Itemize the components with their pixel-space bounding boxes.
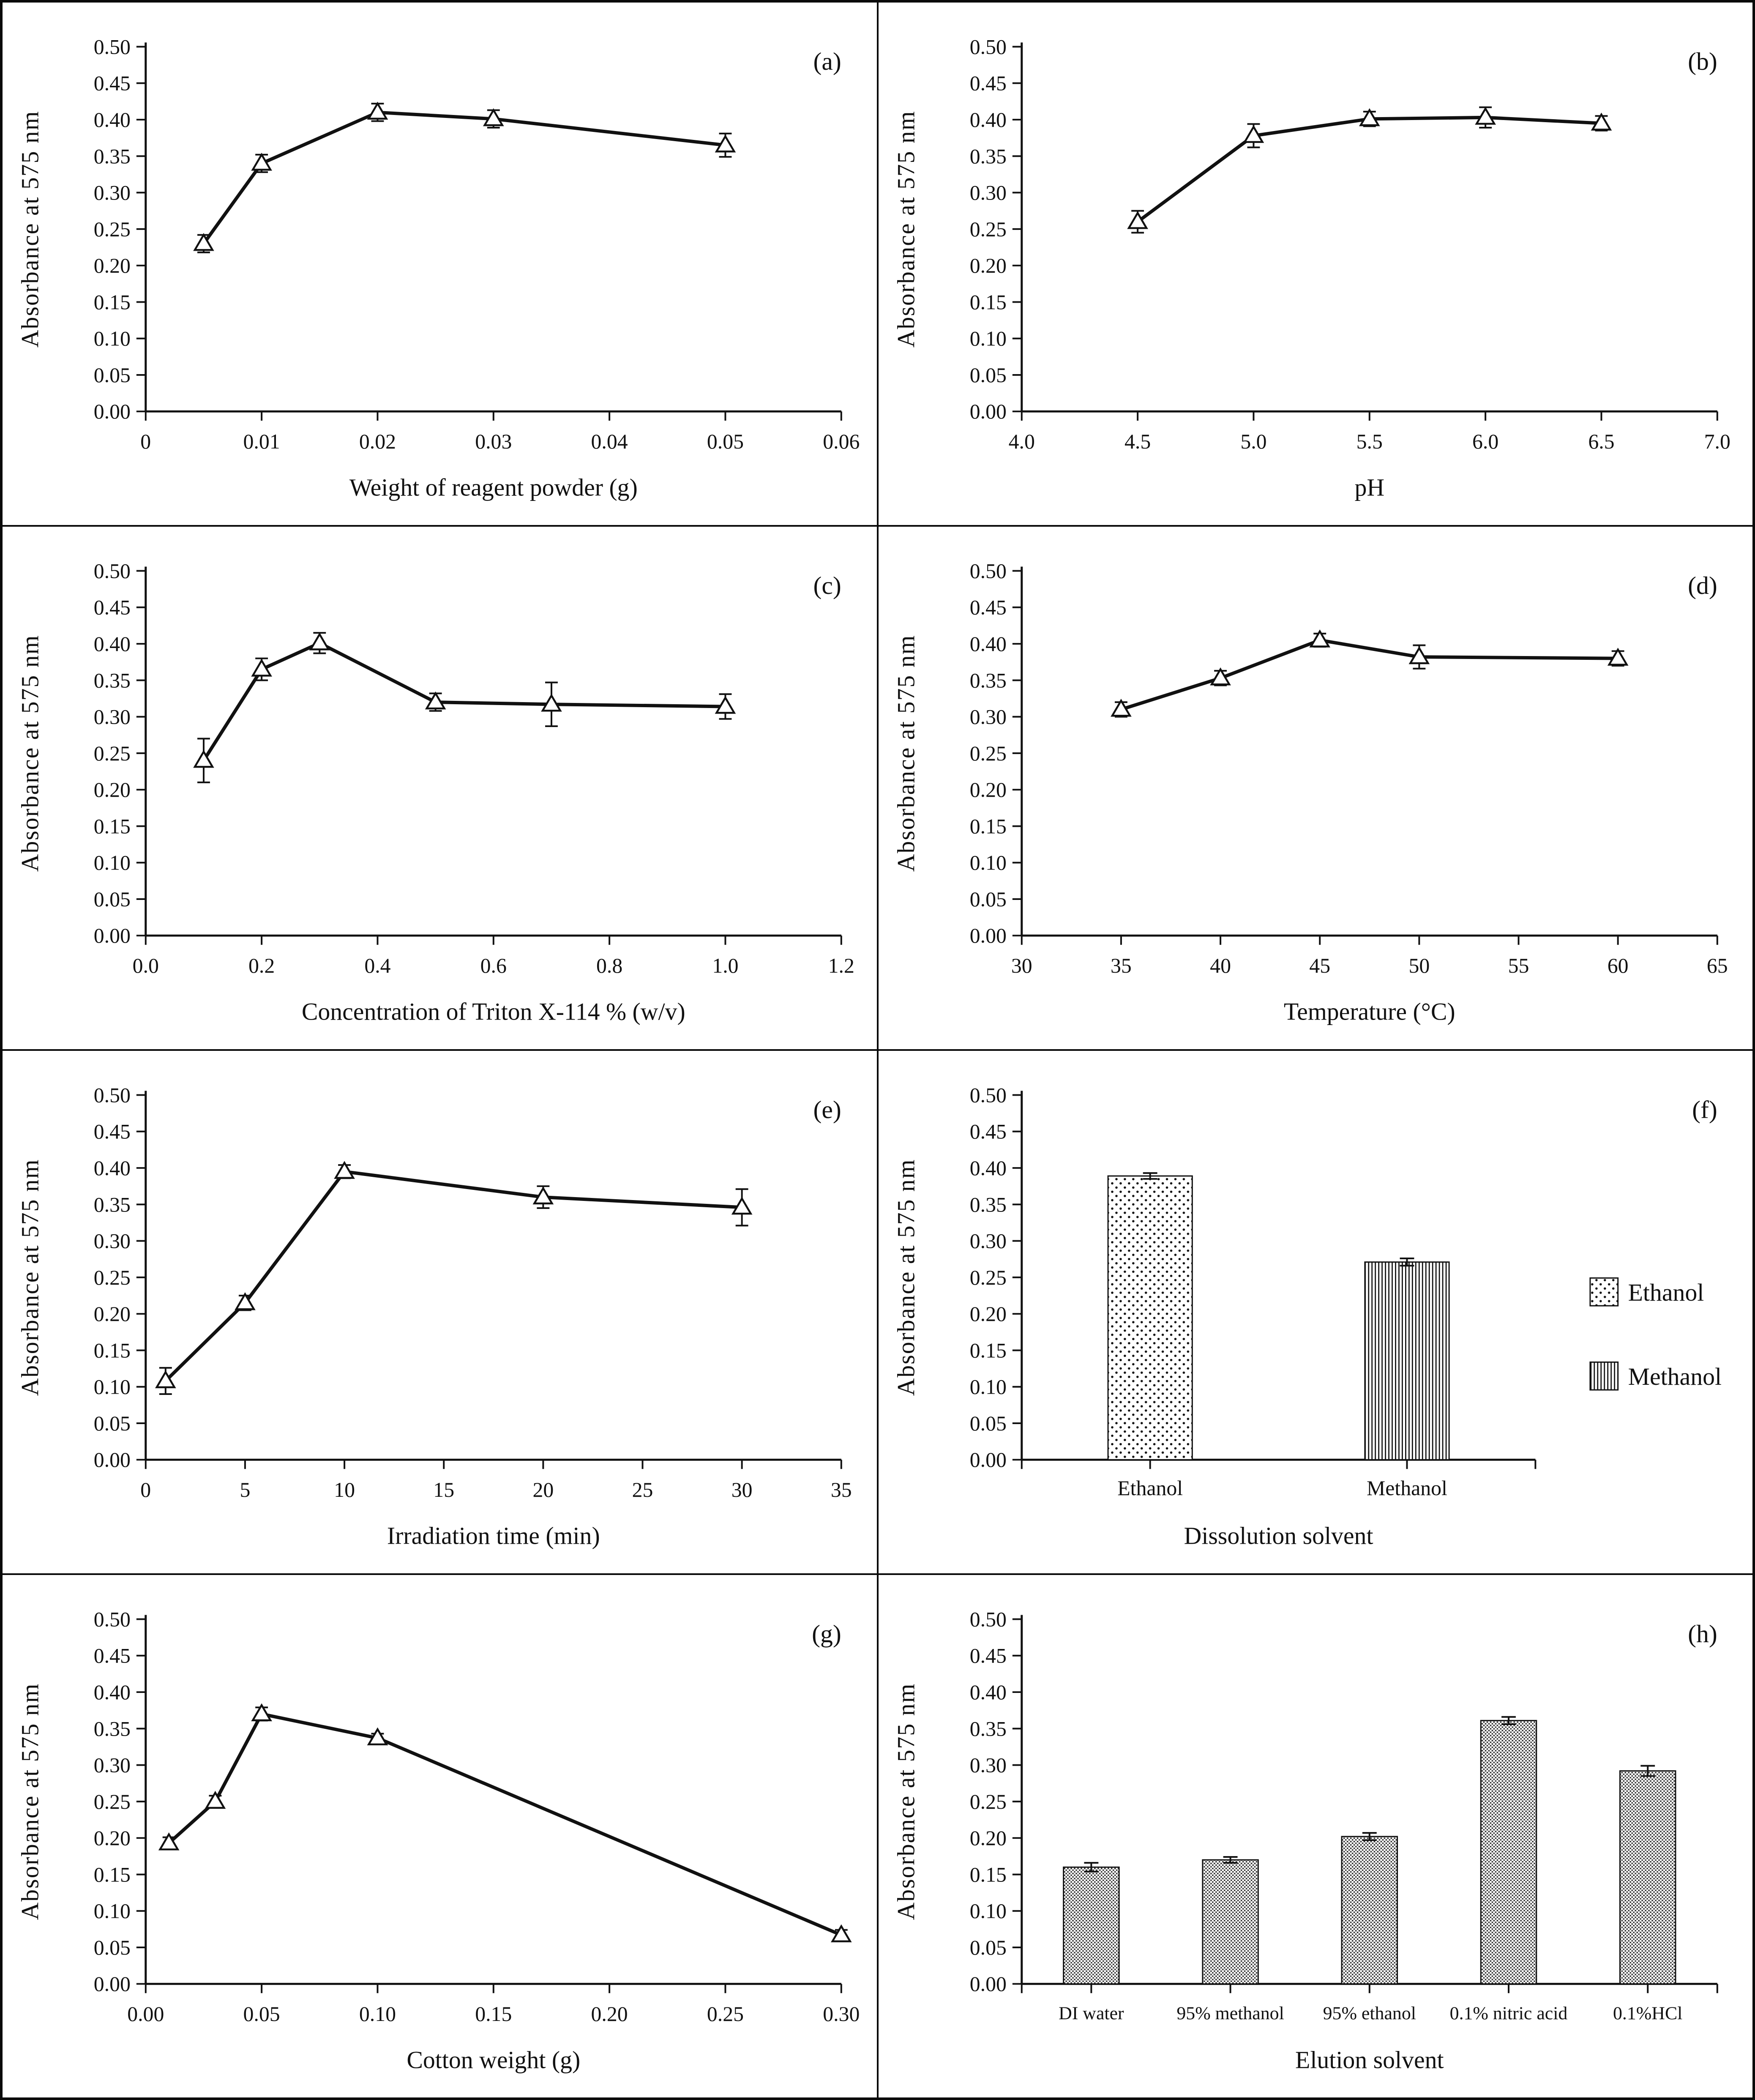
y-tick-label: 0.35	[969, 1717, 1007, 1741]
x-axis-title: Dissolution solvent	[1184, 1523, 1373, 1550]
y-tick-label: 0.45	[93, 1120, 131, 1143]
panel-a-weight-of-reagent	[3, 3, 877, 525]
y-tick-label: 0.05	[969, 887, 1007, 911]
data-series	[1112, 632, 1627, 717]
y-tick-label: 0.45	[93, 596, 131, 619]
y-tick-label: 0.25	[93, 741, 131, 765]
y-tick-label: 0.15	[969, 1863, 1007, 1887]
y-tick-label: 0.30	[969, 1753, 1007, 1777]
y-tick-label: 0.20	[969, 1302, 1007, 1326]
x-tick-label: 0.05	[243, 2002, 280, 2026]
y-tick-label: 0.25	[93, 1790, 131, 1813]
x-tick-label: 0.25	[707, 2002, 744, 2026]
bar	[1108, 1176, 1192, 1460]
x-tick-label: 5	[240, 1478, 251, 1501]
data-series	[1108, 1173, 1449, 1460]
data-series	[195, 104, 734, 252]
y-tick-label: 0.05	[93, 363, 131, 387]
x-tick-label: 50	[1408, 954, 1430, 977]
x-tick-label: 0.6	[480, 954, 507, 977]
y-axis-title: Absorbance at 575 nm	[893, 110, 920, 348]
y-tick-label: 0.10	[969, 1899, 1007, 1923]
x-axis-title: Weight of reagent powder (g)	[349, 474, 638, 501]
panel-letter: (e)	[813, 1096, 841, 1124]
y-tick-label: 0.50	[93, 559, 131, 583]
x-tick-label: 6.5	[1588, 429, 1615, 453]
axes	[94, 559, 854, 977]
y-tick-label: 0.45	[969, 1644, 1007, 1668]
x-tick-label: 0.04	[591, 429, 628, 453]
bar	[1365, 1262, 1449, 1460]
panel-g-cotton-weight	[3, 1575, 877, 2097]
legend-swatch-vlines	[1590, 1362, 1618, 1390]
y-tick-label: 0.50	[93, 35, 131, 59]
x-tick-label: 20	[532, 1478, 554, 1501]
y-tick-label: 0.40	[93, 1680, 131, 1704]
x-tick-label: 1.2	[828, 954, 854, 977]
panel-letter: (c)	[813, 571, 841, 600]
x-tick-label: 60	[1607, 954, 1629, 977]
data-point-marker	[311, 634, 328, 649]
panel-letter: (a)	[813, 47, 841, 76]
y-tick-label: 0.25	[969, 1266, 1007, 1289]
bar	[1342, 1837, 1397, 1984]
data-line	[166, 1172, 742, 1381]
y-tick-label: 0.05	[969, 1411, 1007, 1435]
y-tick-label: 0.35	[969, 669, 1007, 692]
x-tick-label: 0.10	[359, 2002, 396, 2026]
y-tick-label: 0.20	[93, 778, 131, 802]
panel-b-ph	[879, 3, 1753, 525]
y-tick-label: 0.30	[93, 1753, 131, 1777]
x-tick-label: 15	[433, 1478, 455, 1501]
x-tick-label: 5.5	[1356, 429, 1383, 453]
y-tick-label: 0.20	[969, 1827, 1007, 1850]
x-tick-label: 0.4	[364, 954, 391, 977]
x-category-label: DI water	[1058, 2003, 1124, 2023]
y-tick-label: 0.20	[93, 254, 131, 278]
chart-c	[3, 527, 877, 1049]
data-series	[195, 633, 734, 782]
y-tick-label: 0.15	[969, 290, 1007, 314]
x-tick-label: 35	[1110, 954, 1132, 977]
y-tick-label: 0.35	[93, 669, 131, 692]
legend-label: Ethanol	[1628, 1280, 1704, 1307]
x-tick-label: 25	[632, 1478, 653, 1501]
axes	[969, 559, 1728, 977]
y-tick-label: 0.15	[93, 815, 131, 838]
y-tick-label: 0.35	[969, 1193, 1007, 1217]
y-tick-label: 0.35	[93, 1193, 131, 1217]
x-axis-title: pH	[1354, 474, 1384, 501]
y-tick-label: 0.45	[969, 1120, 1007, 1143]
x-axis-title: Temperature (°C)	[1283, 998, 1455, 1025]
panel-letter: (g)	[812, 1620, 841, 1648]
panel-f-dissolution-solvent	[879, 1051, 1753, 1573]
y-tick-label: 0.25	[969, 1790, 1007, 1813]
x-category-label: Methanol	[1366, 1476, 1447, 1500]
y-axis-title: Absorbance at 575 nm	[17, 634, 44, 872]
y-tick-label: 0.45	[969, 71, 1007, 95]
panel-h-elution-solvent	[879, 1575, 1753, 2097]
panel-d-temperature	[879, 527, 1753, 1049]
axes	[969, 35, 1730, 453]
y-tick-label: 0.15	[93, 1339, 131, 1362]
x-tick-label: 0.30	[823, 2002, 860, 2026]
x-tick-label: 5.0	[1240, 429, 1267, 453]
y-tick-label: 0.30	[93, 1229, 131, 1253]
data-series	[1129, 107, 1610, 233]
y-tick-label: 0.20	[93, 1827, 131, 1850]
y-tick-label: 0.25	[93, 1266, 131, 1289]
axes	[969, 1083, 1535, 1499]
y-tick-label: 0.05	[93, 887, 131, 911]
x-tick-label: 55	[1508, 954, 1529, 977]
bar	[1202, 1860, 1258, 1984]
y-tick-label: 0.05	[969, 363, 1007, 387]
chart-h	[879, 1575, 1753, 2097]
y-tick-label: 0.40	[93, 108, 131, 131]
y-tick-label: 0.35	[969, 145, 1007, 168]
x-tick-label: 0	[140, 1478, 151, 1501]
y-tick-label: 0.10	[969, 851, 1007, 875]
y-tick-label: 0.00	[93, 924, 131, 948]
x-tick-label: 0.0	[132, 954, 159, 977]
y-axis-title: Absorbance at 575 nm	[17, 1159, 44, 1396]
y-tick-label: 0.30	[93, 181, 131, 205]
y-axis-title: Absorbance at 575 nm	[893, 1683, 920, 1920]
y-tick-label: 0.35	[93, 145, 131, 168]
y-tick-label: 0.25	[969, 741, 1007, 765]
chart-f	[879, 1051, 1753, 1573]
y-tick-label: 0.50	[969, 35, 1007, 59]
x-tick-label: 0.05	[707, 429, 744, 453]
y-tick-label: 0.30	[969, 1229, 1007, 1253]
axes	[94, 1608, 860, 2025]
x-tick-label: 0.01	[243, 429, 280, 453]
y-tick-label: 0.50	[93, 1608, 131, 1631]
x-tick-label: 45	[1309, 954, 1330, 977]
x-axis-title: Irradiation time (min)	[387, 1523, 600, 1550]
data-series	[157, 1163, 751, 1394]
y-tick-label: 0.25	[93, 217, 131, 241]
y-tick-label: 0.15	[93, 290, 131, 314]
y-tick-label: 0.50	[93, 1083, 131, 1107]
data-line	[204, 112, 726, 244]
data-line	[204, 643, 726, 760]
data-line	[1121, 640, 1618, 709]
y-tick-label: 0.40	[969, 108, 1007, 131]
bar	[1481, 1720, 1537, 1984]
y-tick-label: 0.00	[969, 924, 1007, 948]
y-tick-label: 0.00	[93, 1448, 131, 1472]
legend-swatch-dots	[1590, 1278, 1618, 1306]
y-tick-label: 0.45	[93, 1644, 131, 1668]
y-tick-label: 0.40	[969, 632, 1007, 656]
y-tick-label: 0.20	[969, 778, 1007, 802]
x-axis-title: Elution solvent	[1295, 2047, 1444, 2074]
bar	[1063, 1867, 1119, 1984]
chart-a	[3, 3, 877, 525]
y-tick-label: 0.05	[93, 1936, 131, 1959]
legend	[1590, 1278, 1721, 1390]
panel-letter: (h)	[1687, 1620, 1717, 1648]
y-tick-label: 0.45	[969, 596, 1007, 619]
x-category-label: Ethanol	[1117, 1476, 1183, 1500]
y-tick-label: 0.00	[969, 1972, 1007, 1996]
x-axis-title: Cotton weight (g)	[407, 2047, 581, 2074]
x-tick-label: 1.0	[712, 954, 739, 977]
x-category-label: 0.1% nitric acid	[1449, 2003, 1567, 2023]
y-tick-label: 0.50	[969, 559, 1007, 583]
panel-e-irradiation-time	[3, 1051, 877, 1573]
y-tick-label: 0.10	[93, 327, 131, 350]
x-tick-label: 0.02	[359, 429, 396, 453]
data-line	[169, 1714, 841, 1935]
chart-e	[3, 1051, 877, 1573]
y-tick-label: 0.00	[93, 400, 131, 424]
y-tick-label: 0.50	[969, 1608, 1007, 1631]
y-tick-label: 0.15	[93, 1863, 131, 1887]
data-series	[160, 1705, 850, 1941]
data-series	[1063, 1717, 1675, 1984]
axes	[94, 1083, 852, 1501]
y-tick-label: 0.20	[969, 254, 1007, 278]
legend-label: Methanol	[1628, 1364, 1722, 1391]
x-tick-label: 0.00	[127, 2002, 164, 2026]
x-category-label: 95% methanol	[1176, 2003, 1284, 2023]
x-tick-label: 7.0	[1704, 429, 1730, 453]
x-tick-label: 30	[731, 1478, 753, 1501]
y-tick-label: 0.40	[93, 632, 131, 656]
y-tick-label: 0.00	[969, 400, 1007, 424]
panel-letter: (d)	[1687, 571, 1717, 600]
panel-letter: (b)	[1687, 47, 1717, 76]
panel-c-triton-concentration	[3, 527, 877, 1049]
chart-d	[879, 527, 1753, 1049]
y-tick-label: 0.30	[93, 705, 131, 729]
data-line	[1138, 118, 1601, 222]
x-tick-label: 35	[830, 1478, 852, 1501]
y-tick-label: 0.45	[93, 71, 131, 95]
bar	[1620, 1771, 1676, 1984]
x-tick-label: 65	[1706, 954, 1728, 977]
y-tick-label: 0.05	[93, 1411, 131, 1435]
x-tick-label: 0.15	[475, 2002, 512, 2026]
chart-g	[3, 1575, 877, 2097]
y-tick-label: 0.10	[969, 1375, 1007, 1399]
y-tick-label: 0.10	[93, 1375, 131, 1399]
y-axis-title: Absorbance at 575 nm	[893, 634, 920, 872]
y-tick-label: 0.10	[93, 851, 131, 875]
y-tick-label: 0.50	[969, 1083, 1007, 1107]
y-axis-title: Absorbance at 575 nm	[893, 1159, 920, 1396]
x-tick-label: 0.2	[248, 954, 275, 977]
y-tick-label: 0.35	[93, 1717, 131, 1741]
y-tick-label: 0.40	[969, 1680, 1007, 1704]
chart-b	[879, 3, 1753, 525]
x-tick-label: 0.20	[591, 2002, 628, 2026]
y-tick-label: 0.20	[93, 1302, 131, 1326]
x-tick-label: 4.5	[1124, 429, 1151, 453]
y-axis-title: Absorbance at 575 nm	[17, 1683, 44, 1920]
x-tick-label: 4.0	[1008, 429, 1035, 453]
y-tick-label: 0.30	[969, 181, 1007, 205]
x-tick-label: 10	[334, 1478, 355, 1501]
x-tick-label: 6.0	[1472, 429, 1498, 453]
y-tick-label: 0.40	[93, 1156, 131, 1180]
y-tick-label: 0.15	[969, 815, 1007, 838]
x-tick-label: 30	[1011, 954, 1032, 977]
y-tick-label: 0.10	[969, 327, 1007, 350]
panel-letter: (f)	[1692, 1096, 1717, 1124]
y-tick-label: 0.10	[93, 1899, 131, 1923]
y-tick-label: 0.40	[969, 1156, 1007, 1180]
x-tick-label: 40	[1209, 954, 1231, 977]
x-tick-label: 0	[140, 429, 151, 453]
y-axis-title: Absorbance at 575 nm	[17, 110, 44, 348]
y-tick-label: 0.00	[93, 1972, 131, 1996]
x-tick-label: 0.03	[475, 429, 512, 453]
data-point-marker	[195, 752, 213, 767]
x-tick-label: 0.8	[596, 954, 623, 977]
x-category-label: 95% ethanol	[1323, 2003, 1416, 2023]
x-axis-title: Concentration of Triton X-114 % (w/v)	[301, 998, 685, 1025]
y-tick-label: 0.30	[969, 705, 1007, 729]
y-tick-label: 0.05	[969, 1936, 1007, 1959]
x-category-label: 0.1%HCl	[1613, 2003, 1682, 2023]
x-tick-label: 0.06	[823, 429, 860, 453]
y-tick-label: 0.15	[969, 1339, 1007, 1362]
y-tick-label: 0.00	[969, 1448, 1007, 1472]
y-tick-label: 0.25	[969, 217, 1007, 241]
